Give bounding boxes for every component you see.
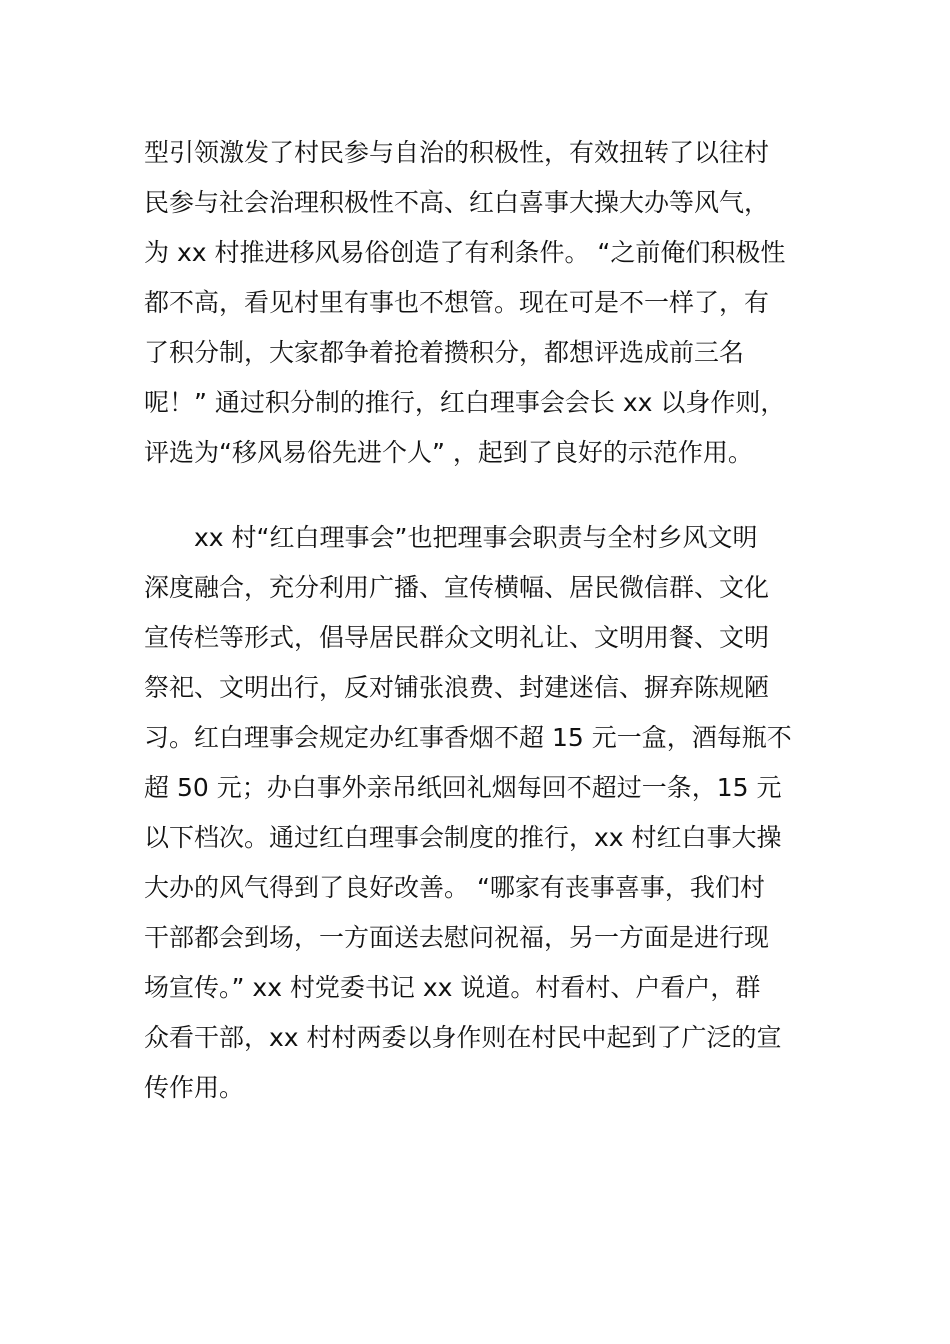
text-line: 场宣传。” xx 村党委书记 xx 说道。村看村、户看户，群	[144, 973, 761, 1002]
text-line: 习。红白理事会规定办红事香烟不超 15 元一盒，酒每瓶不	[144, 723, 792, 752]
text-line: 民参与社会治理积极性不高、红白喜事大操大办等风气，	[144, 188, 770, 217]
text-line: 都不高，看见村里有事也不想管。现在可是不一样了，有	[144, 288, 770, 317]
text-line-indented: xx 村“红白理事会”也把理事会职责与全村乡风文明	[194, 523, 758, 552]
document-body	[144, 128, 806, 1113]
text-line: 呢！” 通过积分制的推行，红白理事会会长 xx 以身作则，	[144, 388, 786, 417]
text-line: 评选为“移风易俗先进个人” ，起到了良好的示范作用。	[144, 438, 753, 467]
text-line: 宣传栏等形式，倡导居民群众文明礼让、文明用餐、文明	[144, 623, 770, 652]
text-line: 型引领激发了村民参与自治的积极性，有效扭转了以往村	[144, 138, 770, 167]
text-line: 超 50 元；办白事外亲吊纸回礼烟每回不超过一条，15 元	[144, 773, 782, 802]
text-line: 为 xx 村推进移风易俗创造了有利条件。 “之前俺们积极性	[144, 238, 786, 267]
text-line: 众看干部，xx 村村两委以身作则在村民中起到了广泛的宣	[144, 1023, 782, 1052]
text-line: 了积分制，大家都争着抢着攒积分，都想评选成前三名	[144, 338, 745, 367]
text-line: 传作用。	[144, 1073, 245, 1102]
text-line: 干部都会到场，一方面送去慰问祝福，另一方面是进行现	[144, 923, 770, 952]
text-line: 以下档次。通过红白理事会制度的推行，xx 村红白事大操	[144, 823, 782, 852]
paragraph-1	[144, 128, 806, 478]
paragraph-2	[144, 513, 806, 1113]
text-line: 大办的风气得到了良好改善。 “哪家有丧事喜事，我们村	[144, 873, 765, 902]
text-line: 深度融合，充分利用广播、宣传横幅、居民微信群、文化	[144, 573, 770, 602]
text-line: 祭祀、文明出行，反对铺张浪费、封建迷信、摒弃陈规陋	[144, 673, 770, 702]
